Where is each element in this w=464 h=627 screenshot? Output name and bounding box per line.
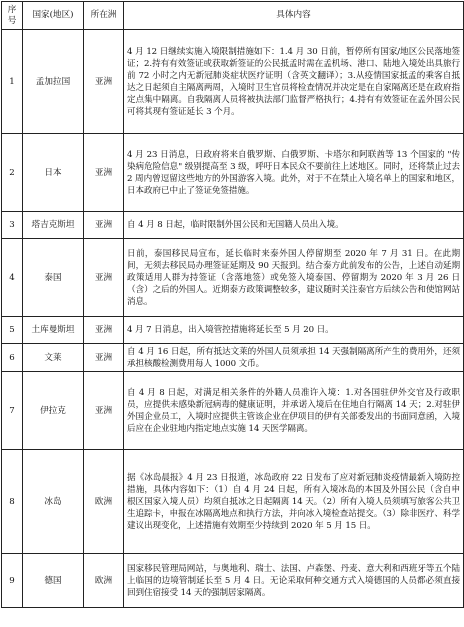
row-region: 亚洲 xyxy=(84,134,124,212)
row-country: 泰国 xyxy=(23,239,84,317)
header-content: 具体内容 xyxy=(124,2,464,30)
row-content: 国家移民管理局网站，与奥地利、瑞士、法国、卢森堡、丹麦、意大利和西班牙等五个陆上临国的边境管制延长至 5 月 4 日。无论采取何种交通方式入境德国的人员都必须直接回到住宿接受 14 天的强制居家隔离。 xyxy=(124,554,464,608)
row-country: 文莱 xyxy=(23,344,84,372)
row-no: 1 xyxy=(2,30,23,134)
table-row xyxy=(2,372,464,450)
table-row xyxy=(2,554,464,608)
row-region: 欧洲 xyxy=(84,554,124,608)
row-country: 孟加拉国 xyxy=(23,30,84,134)
row-content: 4 月 23 日消息，日政府将来自俄罗斯、白俄罗斯、卡塔尔和阿联酋等 13 个国家的 "传染病危险信息" 级别提高至 3 级，呼吁日本民众不要前往上述地区。同时，还将禁止过去 2 周内曾逗留这些地方的外国游客入境。此外，对于不在禁止入境名单上的国家和地区，日本政府已中止了签证免签措施。 xyxy=(124,134,464,212)
row-no: 8 xyxy=(2,450,23,554)
table-row xyxy=(2,134,464,212)
row-content: 自 4 月 8 日起，临时限制外国公民和无国籍人员出入境。 xyxy=(124,212,464,239)
row-country: 日本 xyxy=(23,134,84,212)
header-country: 国家(地区) xyxy=(23,2,84,30)
row-region: 亚洲 xyxy=(84,344,124,372)
header-region: 所在洲 xyxy=(84,2,124,30)
row-content: 4 月 7 日消息，出入境管控措施将延长至 5 月 20 日。 xyxy=(124,317,464,344)
row-country: 塔吉克斯坦 xyxy=(23,212,84,239)
row-region: 亚洲 xyxy=(84,372,124,450)
row-country: 冰岛 xyxy=(23,450,84,554)
header-no: 序号 xyxy=(2,2,23,30)
table-row xyxy=(2,212,464,239)
table-row xyxy=(2,344,464,372)
table-row xyxy=(2,317,464,344)
row-no: 3 xyxy=(2,212,23,239)
row-no: 7 xyxy=(2,372,23,450)
row-region: 亚洲 xyxy=(84,212,124,239)
row-content: 自 4 月 8 日起，对满足相关条件的外籍人员准许入境：1.对各国驻伊外交官及行政职员，应提供未感染新冠病毒的健康证明，并承诺入境后在住地自行隔离 14 天；2.对驻伊外国企业员工，入境时应提供主管该企业在伊项目的伊有关部委发出的书面同意函，入境后应在企业驻地内指定地点实施 14 天医学隔离。 xyxy=(124,372,464,450)
table-row xyxy=(2,239,464,317)
row-no: 5 xyxy=(2,317,23,344)
row-content: 4 月 12 日继续实施入境限制措施如下：1.4 月 30 日前，暂停所有国家/地区公民落地签证；2.持有有效签证或获取新签证的公民抵孟时需在孟机场、港口、陆地入境处出具旅行前 72 小时之内无新冠肺炎症状医疗证明（含英文翻译）；3.从疫情国家抵孟的乘客自抵达之日起须自主隔离两周，入境时卫生官员将检查情况并决定是在自家隔离还是在政府指定点集中隔离。自我隔离人员将被执法部门监督严格执行；4.持有有效签证在孟外国公民可将其现有签证延长 3 个月。 xyxy=(124,30,464,134)
row-content: 据《冰岛晨报》4 月 23 日报道，冰岛政府 22 日发布了应对新冠肺炎疫情最新入境防控措施，具体内容如下：（1）自 4 月 24 日起，所有入境冰岛的本国及外国公民（含自申根区国家入境人员）均须自抵冰之日起隔离 14 天。（2）所有入境人员须填写旅客公共卫生追踪卡，申报在冰隔离地点和执行方法，并向冰入境检查站提交。（3）除非医疗、科学建议出现变化，上述措施有效期至少持续到 2020 年 5 月 15 日。 xyxy=(124,450,464,554)
row-content: 日前，泰国移民局宣布，延长临时来泰外国人停留期至 2020 年 7 月 31 日。在此期间，无须去移民局办理签证延期及 90 天报到。结合泰方此前发布的公告，上述自动延期政策适用人群为持签证（含落地签）或免签入境泰国、停留期为 2020 年 3 月 26 日（含）之后的外国人。近期泰方政策调整较多，建议随时关注泰官方后续公告和使馆网站消息。 xyxy=(124,239,464,317)
row-no: 2 xyxy=(2,134,23,212)
table-row xyxy=(2,450,464,554)
row-content: 自 4 月 16 日起，所有抵达文莱的外国人员须承担 14 天强制隔离所产生的费用外，还须承担核酸检测费用每人 1000 文币。 xyxy=(124,344,464,372)
row-region: 亚洲 xyxy=(84,239,124,317)
table-row xyxy=(2,30,464,134)
row-region: 欧洲 xyxy=(84,450,124,554)
table-header-row xyxy=(2,2,464,30)
row-no: 6 xyxy=(2,344,23,372)
row-country: 伊拉克 xyxy=(23,372,84,450)
row-region: 亚洲 xyxy=(84,30,124,134)
policy-table xyxy=(1,1,464,608)
row-no: 4 xyxy=(2,239,23,317)
row-country: 德国 xyxy=(23,554,84,608)
row-country: 土库曼斯坦 xyxy=(23,317,84,344)
row-no: 9 xyxy=(2,554,23,608)
row-region: 亚洲 xyxy=(84,317,124,344)
